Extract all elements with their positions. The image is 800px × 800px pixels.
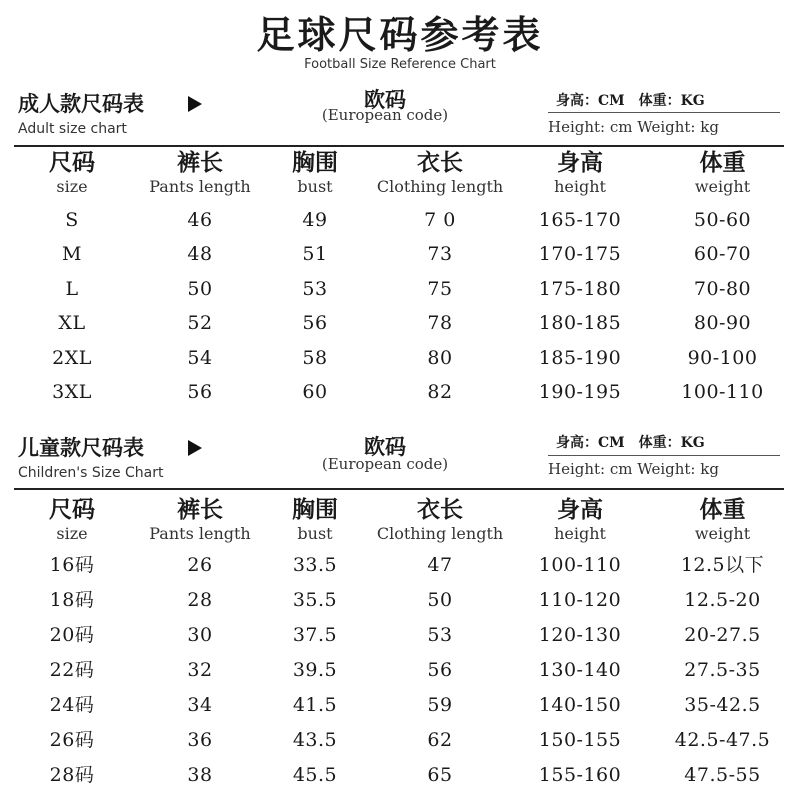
weight-cell: 60-70 <box>693 243 752 265</box>
table-row <box>0 306 800 340</box>
children-section-title: 儿童款尺码表 <box>18 435 144 460</box>
column-header-clothing-length: 衣长 Clothing length <box>376 149 504 196</box>
bust-cell: 53 <box>302 278 328 300</box>
bust-cell: 35.5 <box>292 589 338 611</box>
bust-cell: 58 <box>302 347 328 369</box>
bust-cell: 39.5 <box>292 659 338 681</box>
column-header-size: 尺码 size <box>49 496 95 543</box>
size-cell: 16码 <box>49 554 95 576</box>
children-table-header <box>0 497 800 549</box>
column-header-weight: 体重 weight <box>694 149 751 196</box>
clothing-length-cell: 78 <box>427 312 453 334</box>
weight-cell: 12.5以下 <box>680 554 765 576</box>
weight-cell: 35-42.5 <box>684 694 761 716</box>
table-row <box>0 758 800 792</box>
adult-european-label-en: (European code) <box>321 106 449 124</box>
height-cell: 140-150 <box>538 694 622 716</box>
clothing-length-cell: 73 <box>427 243 453 265</box>
page-subtitle: Football Size Reference Chart <box>304 57 496 72</box>
column-header-clothing-length: 衣长 Clothing length <box>376 496 504 543</box>
clothing-length-cell: 50 <box>427 589 453 611</box>
height-cell: 185-190 <box>538 347 622 369</box>
size-cell: 24码 <box>49 694 95 716</box>
height-cell: 190-195 <box>538 381 622 403</box>
children-arrow-icon <box>188 440 202 456</box>
size-cell: 20码 <box>49 624 95 646</box>
size-cell: S <box>65 209 79 231</box>
height-cell: 155-160 <box>538 764 622 786</box>
weight-cell: 70-80 <box>693 278 752 300</box>
children-section-subtitle: Children's Size Chart <box>18 465 164 481</box>
children-unit-note: 身高：CM 体重：KG <box>556 435 705 451</box>
adult-unit-note: 身高：CM 体重：KG <box>556 93 705 109</box>
clothing-length-cell: 7 0 <box>424 209 456 231</box>
size-cell: 18码 <box>49 589 95 611</box>
table-row <box>0 341 800 375</box>
height-cell: 170-175 <box>538 243 622 265</box>
adult-section-subtitle: Adult size chart <box>18 121 127 137</box>
pants-length-cell: 56 <box>187 381 213 403</box>
size-cell: XL <box>58 312 86 334</box>
clothing-length-cell: 65 <box>427 764 453 786</box>
table-row <box>0 688 800 722</box>
adult-unit-note-en: Height: cm Weight: kg <box>548 118 719 136</box>
adult-unit-rule <box>548 112 780 113</box>
size-cell: 28码 <box>49 764 95 786</box>
pants-length-cell: 48 <box>187 243 213 265</box>
table-row <box>0 723 800 757</box>
column-header-height: 身高 height <box>554 496 606 543</box>
clothing-length-cell: 62 <box>427 729 453 751</box>
page-title: 足球尺码参考表 <box>256 12 544 57</box>
weight-cell: 80-90 <box>693 312 752 334</box>
height-cell: 130-140 <box>538 659 622 681</box>
table-row <box>0 618 800 652</box>
column-header-height: 身高 height <box>554 149 606 196</box>
bust-cell: 51 <box>302 243 328 265</box>
size-cell: L <box>65 278 79 300</box>
children-european-label-en: (European code) <box>321 455 449 473</box>
weight-cell: 12.5-20 <box>684 589 761 611</box>
adult-divider <box>14 145 784 147</box>
height-cell: 150-155 <box>538 729 622 751</box>
column-header-size: 尺码 size <box>49 149 95 196</box>
pants-length-cell: 32 <box>187 659 213 681</box>
adult-table-header <box>0 150 800 202</box>
height-cell: 120-130 <box>538 624 622 646</box>
weight-cell: 90-100 <box>687 347 758 369</box>
adult-european-label: 欧码 <box>364 87 406 112</box>
table-row <box>0 272 800 306</box>
size-cell: 3XL <box>52 381 92 403</box>
bust-cell: 45.5 <box>292 764 338 786</box>
height-cell: 180-185 <box>538 312 622 334</box>
column-header-bust: 胸围 bust <box>292 496 338 543</box>
weight-cell: 20-27.5 <box>684 624 761 646</box>
bust-cell: 33.5 <box>292 554 338 576</box>
bust-cell: 60 <box>302 381 328 403</box>
clothing-length-cell: 47 <box>427 554 453 576</box>
adult-section-title: 成人款尺码表 <box>18 91 144 116</box>
bust-cell: 43.5 <box>292 729 338 751</box>
pants-length-cell: 28 <box>187 589 213 611</box>
children-european-label: 欧码 <box>364 434 406 459</box>
bust-cell: 37.5 <box>292 624 338 646</box>
table-row <box>0 583 800 617</box>
pants-length-cell: 30 <box>187 624 213 646</box>
weight-cell: 100-110 <box>681 381 764 403</box>
table-row <box>0 375 800 409</box>
pants-length-cell: 34 <box>187 694 213 716</box>
children-unit-note-en: Height: cm Weight: kg <box>548 460 719 478</box>
table-row <box>0 203 800 237</box>
size-cell: M <box>62 243 82 265</box>
pants-length-cell: 52 <box>187 312 213 334</box>
bust-cell: 56 <box>302 312 328 334</box>
table-row <box>0 237 800 271</box>
size-cell: 22码 <box>49 659 95 681</box>
height-cell: 165-170 <box>538 209 622 231</box>
weight-cell: 27.5-35 <box>684 659 761 681</box>
weight-cell: 47.5-55 <box>684 764 761 786</box>
children-divider <box>14 488 784 490</box>
column-header-pants-length: 裤长 Pants length <box>149 496 251 543</box>
size-cell: 2XL <box>52 347 92 369</box>
adult-arrow-icon <box>188 96 202 112</box>
pants-length-cell: 26 <box>187 554 213 576</box>
pants-length-cell: 50 <box>187 278 213 300</box>
bust-cell: 41.5 <box>292 694 338 716</box>
clothing-length-cell: 53 <box>427 624 453 646</box>
height-cell: 100-110 <box>538 554 622 576</box>
table-row <box>0 653 800 687</box>
weight-cell: 42.5-47.5 <box>674 729 771 751</box>
height-cell: 110-120 <box>538 589 622 611</box>
weight-cell: 50-60 <box>693 209 752 231</box>
clothing-length-cell: 82 <box>427 381 453 403</box>
pants-length-cell: 36 <box>187 729 213 751</box>
clothing-length-cell: 75 <box>427 278 453 300</box>
clothing-length-cell: 59 <box>427 694 453 716</box>
height-cell: 175-180 <box>538 278 622 300</box>
bust-cell: 49 <box>302 209 328 231</box>
pants-length-cell: 38 <box>187 764 213 786</box>
column-header-pants-length: 裤长 Pants length <box>149 149 251 196</box>
pants-length-cell: 46 <box>187 209 213 231</box>
table-row <box>0 548 800 582</box>
clothing-length-cell: 56 <box>427 659 453 681</box>
clothing-length-cell: 80 <box>427 347 453 369</box>
column-header-weight: 体重 weight <box>694 496 751 543</box>
pants-length-cell: 54 <box>187 347 213 369</box>
size-cell: 26码 <box>49 729 95 751</box>
children-unit-rule <box>548 455 780 456</box>
column-header-bust: 胸围 bust <box>292 149 338 196</box>
